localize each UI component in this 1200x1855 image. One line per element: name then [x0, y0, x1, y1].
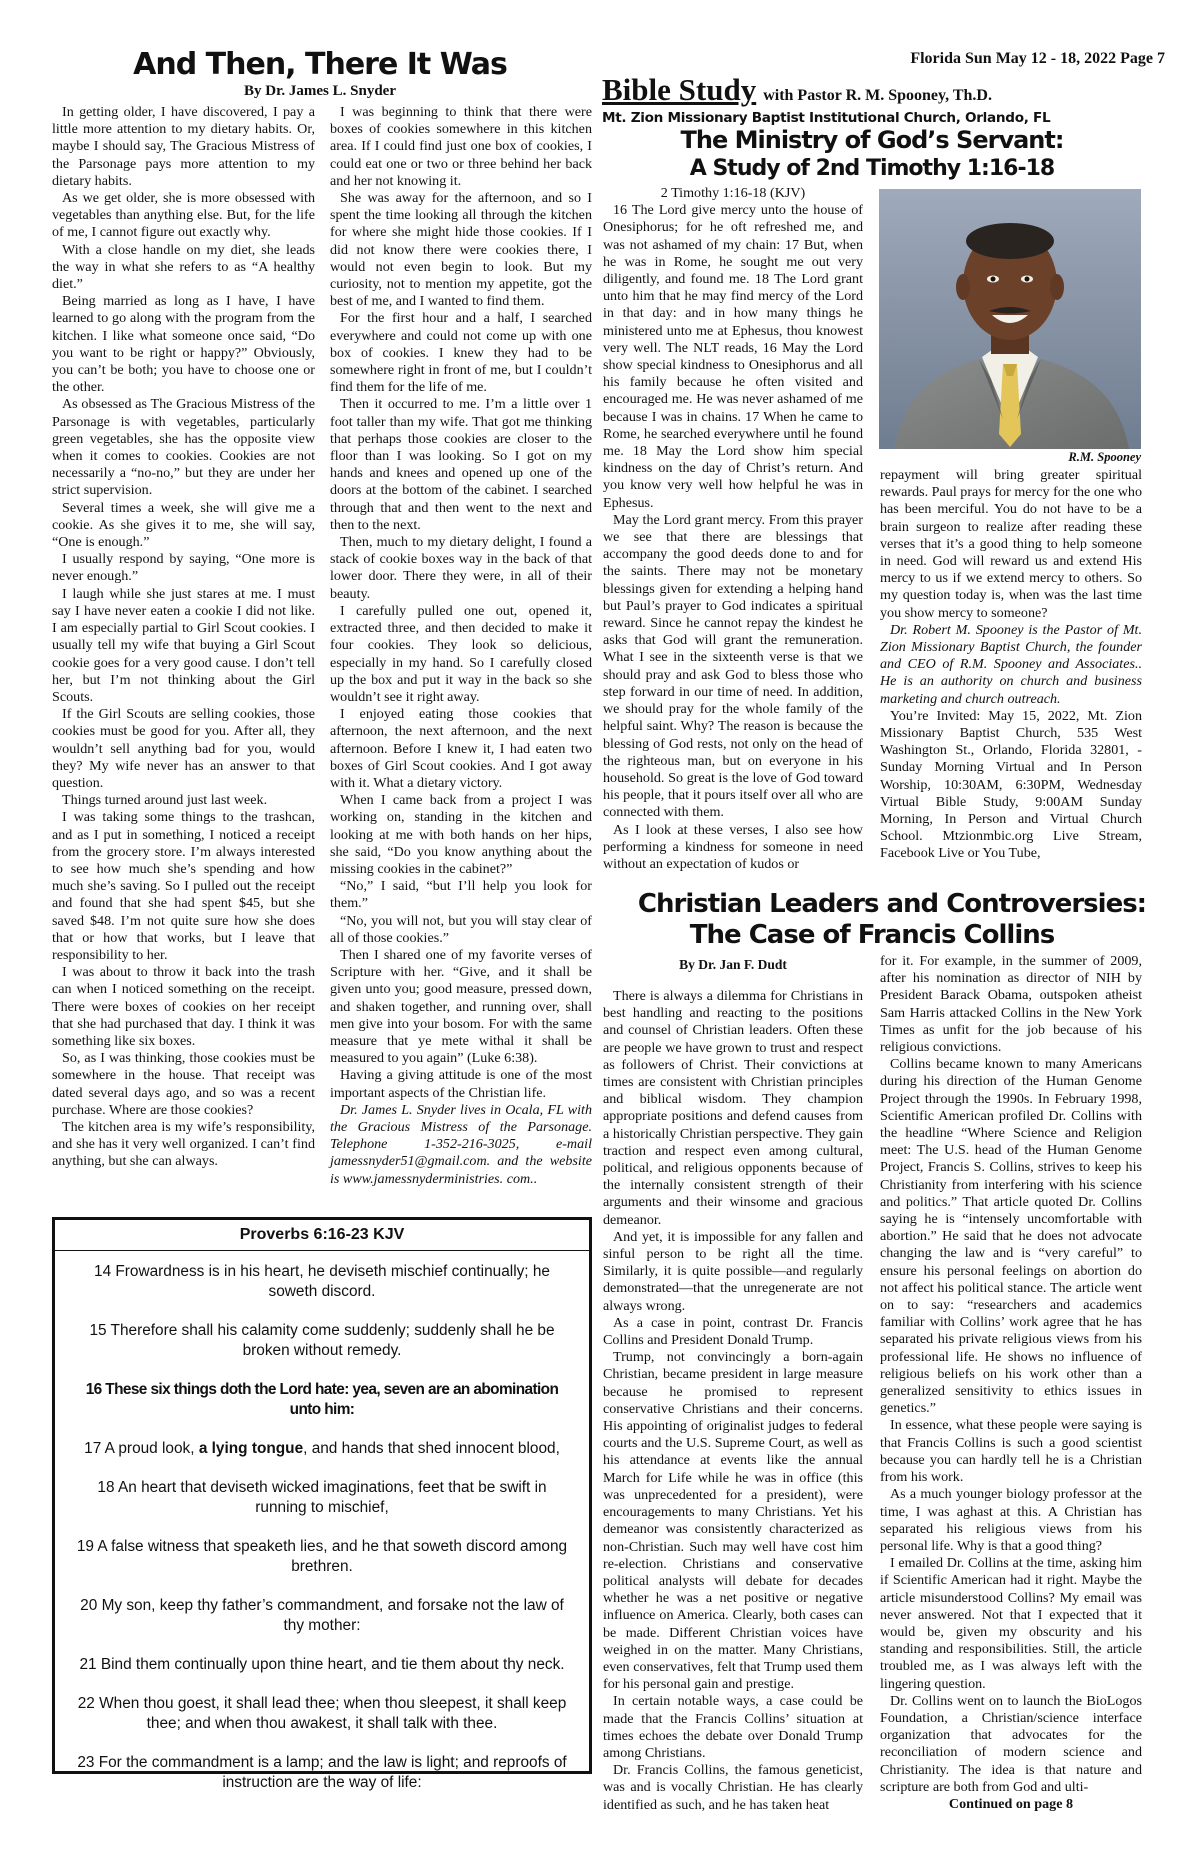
snyder-column-1: [52, 104, 315, 1171]
kicker-title: Bible Study: [602, 72, 757, 107]
author-bio: Dr. Robert M. Spooney is the Pastor of Mt. Zion Missionary Baptist Church, the founder and CEO of R.M. Spooney and Associates.. He is an authority on church and business marketing and church outreach.: [880, 621, 1142, 707]
snyder-column-2: [330, 104, 592, 1188]
paragraph: I usually respond by saying, “One more is never enough.”: [52, 551, 315, 585]
photo-caption: R.M. Spooney: [1068, 450, 1141, 464]
paragraph: May the Lord grant mercy. From this prayer we see that there are blessings that accompany the good deeds done to and for the saints. There may not be monetary blessings given for extending a helping hand but Paul’s prayer to God indicates a spiritual reward. Since he cannot repay the kindest he asks that God will grant the remuneration. What I see in the sixteenth verse is that we should pray and ask God to bless those who step forward in our time of need. In addition, we should pray for the whole family of the helpful saint. Why? The reason is because the blessing of God rests, not only on the head of the righteous man, but on everyone in his household. So great is the love of God toward his people, that it pours itself over all who are connected with them.: [603, 511, 863, 821]
paragraph: The kitchen area is my wife’s responsibility, and she has it very well organized. I can’t find anything, but she can always.: [52, 1118, 315, 1170]
verse: 15 Therefore shall his calamity come suddenly; suddenly shall he be broken without remedy.: [89, 1322, 555, 1359]
snyder-headline: And Then, There It Was: [133, 47, 507, 82]
bible-headline: The Ministry of God’s Servant:: [680, 126, 1064, 154]
portrait-illustration: [879, 189, 1141, 449]
paragraph: I enjoyed eating those cookies that afternoon, the next afternoon, and the next afternoon. Before I knew it, I had eaten two boxes of Girl Scout cookies. And I got away with it. What a dietary victory.: [330, 706, 592, 791]
bible-subhead: A Study of 2nd Timothy 1:16-18: [689, 156, 1055, 181]
paragraph: As a much younger biology professor at the time, I was aghast at this. A Christian has separated his religious views from his personal life. Why is that a good thing?: [880, 1486, 1142, 1554]
verse: 18 An heart that deviseth wicked imaginations, feet that be swift in running to mischief,: [97, 1479, 547, 1516]
verse-emphasis: a lying tongue: [198, 1440, 304, 1457]
author-bio: Dr. James L. Snyder lives in Ocala, FL with the Gracious Mistress of the Parsonage. Telephone 1-352-216-3025, e-mail jamessnyder51@gmail.com. and the website is www.jamessnyderministries. com..: [330, 1101, 592, 1187]
verse: 16 These six things doth the Lord hate: yea, seven are an abomination unto him:: [85, 1381, 559, 1418]
paragraph: “No, you will not, but you will stay clear of all of those cookies.”: [330, 912, 592, 946]
kicker-suffix: with Pastor R. M. Spooney, Th.D.: [763, 87, 992, 104]
collins-headline-line-1: Christian Leaders and Controversies:: [637, 889, 1147, 919]
paragraph: Having a giving attitude is one of the most important aspects of the Christian life.: [330, 1067, 592, 1101]
paragraph: Then it occurred to me. I’m a little over 1 foot taller than my wife. That got me thinking that perhaps those cookies are closer to the floor than I was looking. So I got on my hands and knees and opened up one of the doors at the bottom of the cabinet. I searched through that and then went to the next and then to the next.: [330, 396, 592, 533]
invitation: You’re Invited: May 15, 2022, Mt. Zion Missionary Baptist Church, 535 West Washington St., Orlando, Florida 32801, - Sunday Morning Virtual and In Person Worship, 10:30AM, 6:30PM, Wednesday Virtual Bible Study, 9:00AM Sunday Morning, In Person and Virtual Church School. Mtzionmbic.org Live Stream, Facebook Live or You Tube,: [880, 707, 1142, 862]
verse-text: , and hands that shed innocent blood,: [303, 1440, 560, 1457]
collins-column-2: [880, 953, 1142, 1813]
paragraph: When I came back from a project I was working on, standing in the kitchen and looking at me with both hands on her hips, she said, “Do you know anything about the missing cookies in the cabinet?”: [330, 792, 592, 877]
paragraph: As we get older, she is more obsessed with vegetables than anything else. But, for the life of me, I cannot figure out exactly why.: [52, 190, 315, 241]
paragraph: Dr. Collins went on to launch the BioLogos Foundation, a Christian/science interface organization that advocates for the reconciliation of modern science and Christianity. The idea is that nature and scripture are both from God and ulti-: [880, 1692, 1142, 1795]
paragraph: I carefully pulled one out, opened it, extracted three, and then decided to make it four cookies. They look so delicious, especially in my hand. So I carefully closed up the box and put it way in the back so she wouldn’t see it right away.: [330, 602, 592, 705]
paragraph: Several times a week, she will give me a cookie. As she gives it to me, she will say, “One is enough.”: [52, 499, 315, 551]
verse: 21 Bind them continually upon thine heart, and tie them about thy neck.: [79, 1656, 565, 1673]
collins-byline: By Dr. Jan F. Dudt: [679, 957, 787, 972]
verse: 19 A false witness that speaketh lies, and he that soweth discord among brethren.: [76, 1538, 568, 1575]
paragraph: Dr. Francis Collins, the famous geneticist, was and is vocally Christian. He has clearly identified as such, and he has taken heat: [603, 1762, 863, 1813]
snyder-byline: By Dr. James L. Snyder: [244, 83, 396, 99]
paragraph: There is always a dilemma for Christians in best handling and reacting to the positions and counsel of Christian leaders. Often these are people we have grown to trust and respect as followers of Christ. Their convictions at times are consistent with Christian principles and biblical wisdom. They champion appropriate positions and defend causes from a historically Christian perspective. They gain traction and respect even among cultural, political, and religious opponents because of the internally consistent strength of their arguments and their winsome and gracious demeanor.: [603, 988, 863, 1228]
paragraph: She was away for the afternoon, and so I spent the time looking all through the kitchen for where she might hide those cookies. If I did not know there were cookies there, I would not even begin to look. But my curiosity, not to mention my appetite, got the best of me, and I wanted to find them.: [330, 190, 592, 310]
verse: 22 When thou goest, it shall lead thee; when thou sleepest, it shall keep thee; and when thou awakest, it shall talk with thee.: [77, 1695, 567, 1732]
paragraph: As obsessed as The Gracious Mistress of the Parsonage is with vegetables, particularly green vegetables, she has the opposite view when it comes to cookies. Cookies are not necessarily a “no-no,” but they are under her strict supervision.: [52, 396, 315, 499]
verse: 20 My son, keep thy father’s commandment, and forsake not the law of thy mother:: [80, 1597, 564, 1634]
bible-study-kicker: [602, 72, 1182, 108]
paragraph: So, as I was thinking, those cookies must be somewhere in the house. That receipt was dated several days ago, and so was a recent purchase. Where are those cookies?: [52, 1050, 315, 1118]
paragraph: As I look at these verses, I also see how performing a kindness for someone in need without an expectation of kudos or: [603, 821, 863, 872]
verse-text: 17 A proud look,: [84, 1440, 199, 1457]
continued-note: Continued on page 8: [948, 1795, 1074, 1812]
verse: 14 Frowardness is in his heart, he deviseth mischief continually; he soweth discord.: [94, 1263, 550, 1300]
paragraph: 16 The Lord give mercy unto the house of Onesiphorus; for he oft refreshed me, and was not ashamed of my chain: 17 But, when he was in Rome, he sought me out very diligently, and found me. 18 The Lord grant unto him that he may find mercy of the Lord in that day: and in how many things he ministered unto me at Ephesus, thou knowest very well. The NLT reads, 16 May the Lord show special kindness to Onesiphorus and all his family because he often visited and encouraged me. He was never ashamed of me because I was in chains. 17 When he came to Rome, he searched everywhere until he found me. 18 May the Lord show him special kindness on the day of Christ’s return. And you know very well how helpful he was in Ephesus.: [603, 202, 863, 511]
collins-headline-line-2: The Case of Francis Collins: [689, 920, 1055, 950]
paragraph: I laugh while she just stares at me. I must say I have never eaten a cookie I did not like. I am especially partial to Girl Scout cookies. I usually tell my wife that buying a Girl Scout cookie goes for a very good cause. I don’t tell her, but I’m not thinking about the Girl Scouts.: [52, 585, 315, 705]
proverbs-box: [52, 1217, 592, 1791]
paragraph: In certain notable ways, a case could be made that the Francis Collins’ situation at times echoes the debate over Donald Trump among Christians.: [603, 1693, 863, 1761]
paragraph: I was beginning to think that there were boxes of cookies somewhere in this kitchen area. If I could find just one box of cookies, I could eat one or two or three behind her back and her not knowing it.: [330, 104, 592, 189]
bible-column-2: [880, 467, 1142, 863]
paragraph: I was taking some things to the trashcan, and as I put in something, I noticed a receipt from the grocery store. I’m always interested to see how much she’s spending and how much she’s saving. So I pulled out the receipt and found that she had spent $45, but she saved $48. I’m not quite sure how she does that or how that works, but I leave that responsibility to her.: [52, 809, 315, 963]
page-folio: Florida Sun May 12 - 18, 2022 Page 7: [910, 50, 1165, 67]
scripture-reference: 2 Timothy 1:16-18 (KJV): [660, 185, 806, 201]
paragraph: I was about to throw it back into the trash can when I noticed something on the receipt. There were boxes of cookies on her receipt that she had purchased that day. I think it was something like six boxes.: [52, 964, 315, 1049]
paragraph: As a case in point, contrast Dr. Francis Collins and President Donald Trump.: [603, 1314, 863, 1349]
pastor-photo: [879, 189, 1141, 449]
paragraph: Then I shared one of my favorite verses of Scripture with her. “Give, and it shall be given unto you; good measure, pressed down, and shaken together, and running over, shall men give into your bosom. For with the same measure that ye mete withal it shall be measured to you again” (Luke 6:38).: [330, 946, 592, 1067]
paragraph: Trump, not convincingly a born-again Christian, became president in large measure because he promised to represent conservative Christians and their concerns. His appointing of originalist judges to federal courts and the U.S. Supreme Court, as well as his attendance at events like the annual March for Life while he was in office (this was unprecedented for a president), were encouragements to many Christians. Yet his demeanor was consistently characterized as non-Christian. Such may well have cost him re-election. Christians and conservative political analysts will debate for decades whether he was a net positive or negative influence on America. Clearly, both cases can be made. Different Christian voices have weighed in on the matter. Many Christians, even conservatives, felt that Trump used them for his personal gain and prestige.: [603, 1349, 863, 1693]
church-name: Mt. Zion Missionary Baptist Institutional Church, Orlando, FL: [602, 110, 1051, 126]
paragraph: repayment will bring greater spiritual rewards. Paul prays for mercy for the one who has been merciful. You do not have to be a brain surgeon to realize after reading these verses that it’s a good thing to help someone in need. God will reward us and extend His mercy to us if we extend mercy to others. So my question today is, when was the last time you show mercy to someone?: [880, 467, 1142, 621]
proverbs-title: Proverbs 6:16-23 KJV: [55, 1220, 589, 1251]
paragraph: Things turned around just last week.: [62, 792, 268, 809]
paragraph: Being married as long as I have, I have learned to go along with the program from the kitchen. I like what someone once said, “Do you want to be right or happy?” Obviously, you can’t be both; you have to choose one or the other.: [52, 293, 315, 396]
paragraph: For the first hour and a half, I searched everywhere and could not come up with one box of cookies. I knew they had to be somewhere right in front of me, but I couldn’t find them for the life of me.: [330, 310, 592, 396]
verse: [55, 1439, 589, 1459]
paragraph: for it. For example, in the summer of 2009, after his nomination as director of NIH by President Barack Obama, outspoken atheist Sam Harris attacked Collins in the New York Times as unfit for the job because of his religious convictions.: [880, 953, 1142, 1056]
paragraph: If the Girl Scouts are selling cookies, those cookies must be good for you. After all, they wouldn’t sell anything bad for you, would they? My wife never has an answer to that question.: [52, 706, 315, 791]
paragraph: “No,” I said, “but I’ll help you look for them.”: [330, 878, 592, 912]
paragraph: And yet, it is impossible for any fallen and sinful person to be right all the time. Similarly, it is quite possible—and regularly demonstrated—that the unregenerate are not always wrong.: [603, 1228, 863, 1314]
paragraph: I emailed Dr. Collins at the time, asking him if Scientific American had it right. Maybe the article misunderstood Collins? My email was never answered. Not that I expected that it would be, given my obscurity and his standing and responsibilities. Still, the article troubled me, as I was always left with the lingering question.: [880, 1555, 1142, 1692]
paragraph: In essence, what these people were saying is that Francis Collins is such a good scientist because you can hardly tell he is a Christian from his work.: [880, 1417, 1142, 1486]
collins-column-1: [603, 988, 863, 1814]
bible-column-1: [603, 185, 863, 873]
paragraph: Collins became known to many Americans during his direction of the Human Genome Project through the 1990s. In February 1998, Scientific American profiled Dr. Collins with the headline “Where Science and Religion meet: The U.S. head of the Human Genome Project, Francis S. Collins, strives to keep his Christianity from interfering with his science and politics.” That article quoted Dr. Collins saying he is “intensely uncomfortable with abortion.” He said that he does not advocate changing the law and is “very careful” to ensure his personal feelings on abortion do not affect his political stance. The article went on to say: “researchers and academics familiar with Collins’ work agree that he has separated his private religious views from his professional life. He shows no influence of religious beliefs on his work other than a generalized sensitivity to ethics issues in genetics.”: [880, 1056, 1142, 1417]
verse: 23 For the commandment is a lamp; and the law is light; and reproofs of instruction are the way of life:: [77, 1754, 567, 1791]
paragraph: Then, much to my dietary delight, I found a stack of cookie boxes way in the back of that lower door. There they were, in all of their beauty.: [330, 534, 592, 602]
paragraph: In getting older, I have discovered, I pay a little more attention to my dietary habits. Or, maybe I should say, The Gracious Mistress of the Parsonage pays more attention to my dietary habits.: [52, 104, 315, 189]
paragraph: With a close handle on my diet, she leads the way in what she refers to as “A healthy diet.”: [52, 241, 315, 293]
